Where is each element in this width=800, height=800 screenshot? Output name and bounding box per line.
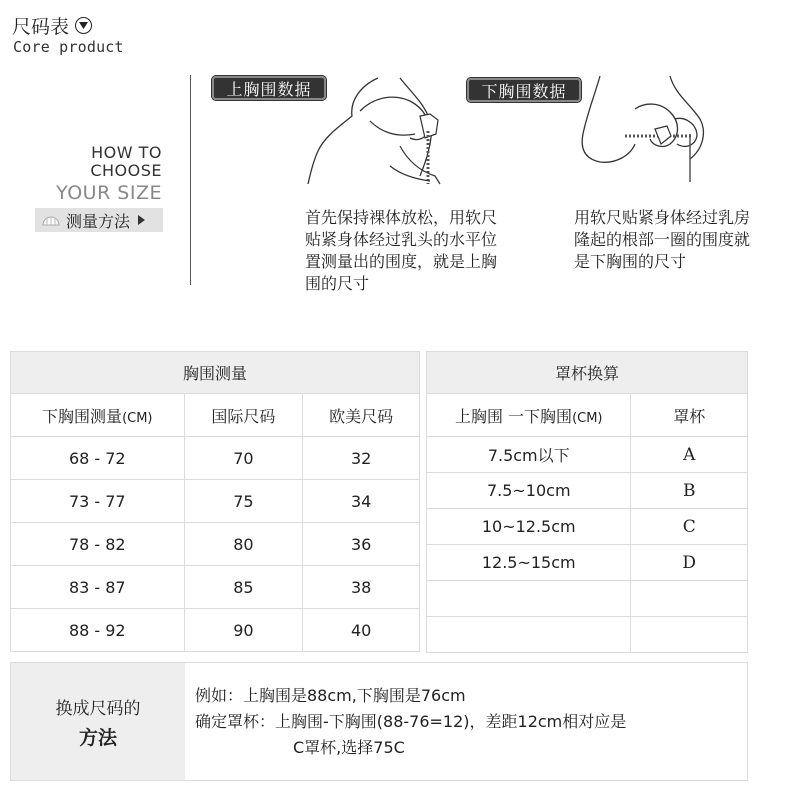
howto-line-3: YOUR SIZE: [56, 182, 162, 204]
table-row: [427, 509, 748, 545]
table-cell: 36: [303, 523, 420, 566]
table-cell: 85: [184, 566, 303, 609]
play-arrow-icon: [138, 215, 145, 225]
upper-bust-illustration: [300, 76, 450, 186]
table-cell: 40: [303, 609, 420, 652]
table-row: [427, 581, 748, 617]
bust-measure-table-title: 胸围测量: [11, 352, 420, 394]
table-row: [427, 545, 748, 581]
conversion-method-label: [11, 663, 185, 780]
table-cell: [631, 581, 748, 617]
table-row: [11, 609, 420, 652]
page-title-text: 尺码表: [12, 16, 70, 38]
table-cell: 12.5~15cm: [427, 545, 631, 581]
table-cell: [427, 581, 631, 617]
table-row: [427, 437, 748, 473]
table-cell: 90: [184, 609, 303, 652]
measure-method-label: 测量方法: [66, 211, 131, 231]
table-cell: 7.5cm以下: [427, 437, 631, 473]
lower-bust-description: 用软尺贴紧身体经过乳房隆起的根部一圈的围度就是下胸围的尺寸: [574, 208, 751, 271]
table-cell: 68 - 72: [11, 437, 185, 480]
table-cell: 73 - 77: [11, 480, 185, 523]
column-header: 罩杯: [631, 394, 748, 437]
table-row: [11, 523, 420, 566]
table-cell: 78 - 82: [11, 523, 185, 566]
table-cell: 75: [184, 480, 303, 523]
table-row: [427, 617, 748, 653]
table-cell: 70: [184, 437, 303, 480]
conversion-label-line-2: 方法: [78, 726, 117, 749]
table-cell: 32: [303, 437, 420, 480]
column-header: 国际尺码: [184, 394, 303, 437]
table-cell: 10~12.5cm: [427, 509, 631, 545]
divider: [190, 75, 191, 285]
table-cell: D: [631, 545, 748, 581]
bra-icon: [41, 213, 61, 227]
table-cell: 7.5~10cm: [427, 473, 631, 509]
lower-bust-illustration: [575, 74, 715, 184]
table-row: [11, 437, 420, 480]
cup-conversion-table: [426, 351, 748, 653]
howto-line-2: CHOOSE: [90, 161, 162, 180]
table-cell: A: [631, 437, 748, 473]
bust-measure-table: [10, 351, 420, 652]
column-header: 下胸围测量(CM): [11, 394, 185, 437]
table-cell: [631, 617, 748, 653]
upper-bust-description: 首先保持裸体放松，用软尺贴紧身体经过乳头的水平位置测量出的围度，就是上胸围的尺寸: [305, 208, 498, 293]
lower-bust-tag: 下胸围数据: [467, 78, 581, 102]
howto-line-1: HOW TO: [91, 143, 162, 162]
table-cell: 88 - 92: [11, 609, 185, 652]
conversion-line-1: 例如：上胸围是88cm,下胸围是76cm: [195, 686, 466, 705]
cup-conversion-table-title: 罩杯换算: [427, 352, 748, 394]
conversion-method-text: [185, 663, 626, 780]
upper-bust-tag: 上胸围数据: [212, 76, 326, 100]
table-cell: 83 - 87: [11, 566, 185, 609]
how-to-choose-heading: [56, 144, 162, 205]
conversion-line-3: C罩杯,选择75C: [293, 738, 405, 757]
table-cell: B: [631, 473, 748, 509]
column-header: 欧美尺码: [303, 394, 420, 437]
table-cell: [427, 617, 631, 653]
column-header: 上胸围 一下胸围(CM): [427, 394, 631, 437]
table-cell: C: [631, 509, 748, 545]
table-row: [427, 473, 748, 509]
page-subtitle: Core product: [13, 38, 124, 56]
measure-method-badge: [35, 208, 163, 232]
table-cell: 38: [303, 566, 420, 609]
chevron-down-icon: [75, 17, 92, 34]
conversion-method-box: [10, 662, 748, 781]
table-cell: 34: [303, 480, 420, 523]
page-title: [12, 12, 92, 39]
table-cell: 80: [184, 523, 303, 566]
conversion-line-2: 确定罩杯：上胸围-下胸围(88-76=12)，差距12cm相对应是: [195, 712, 627, 731]
conversion-label-line-1: 换成尺码的: [55, 698, 141, 719]
table-row: [11, 566, 420, 609]
table-row: [11, 480, 420, 523]
